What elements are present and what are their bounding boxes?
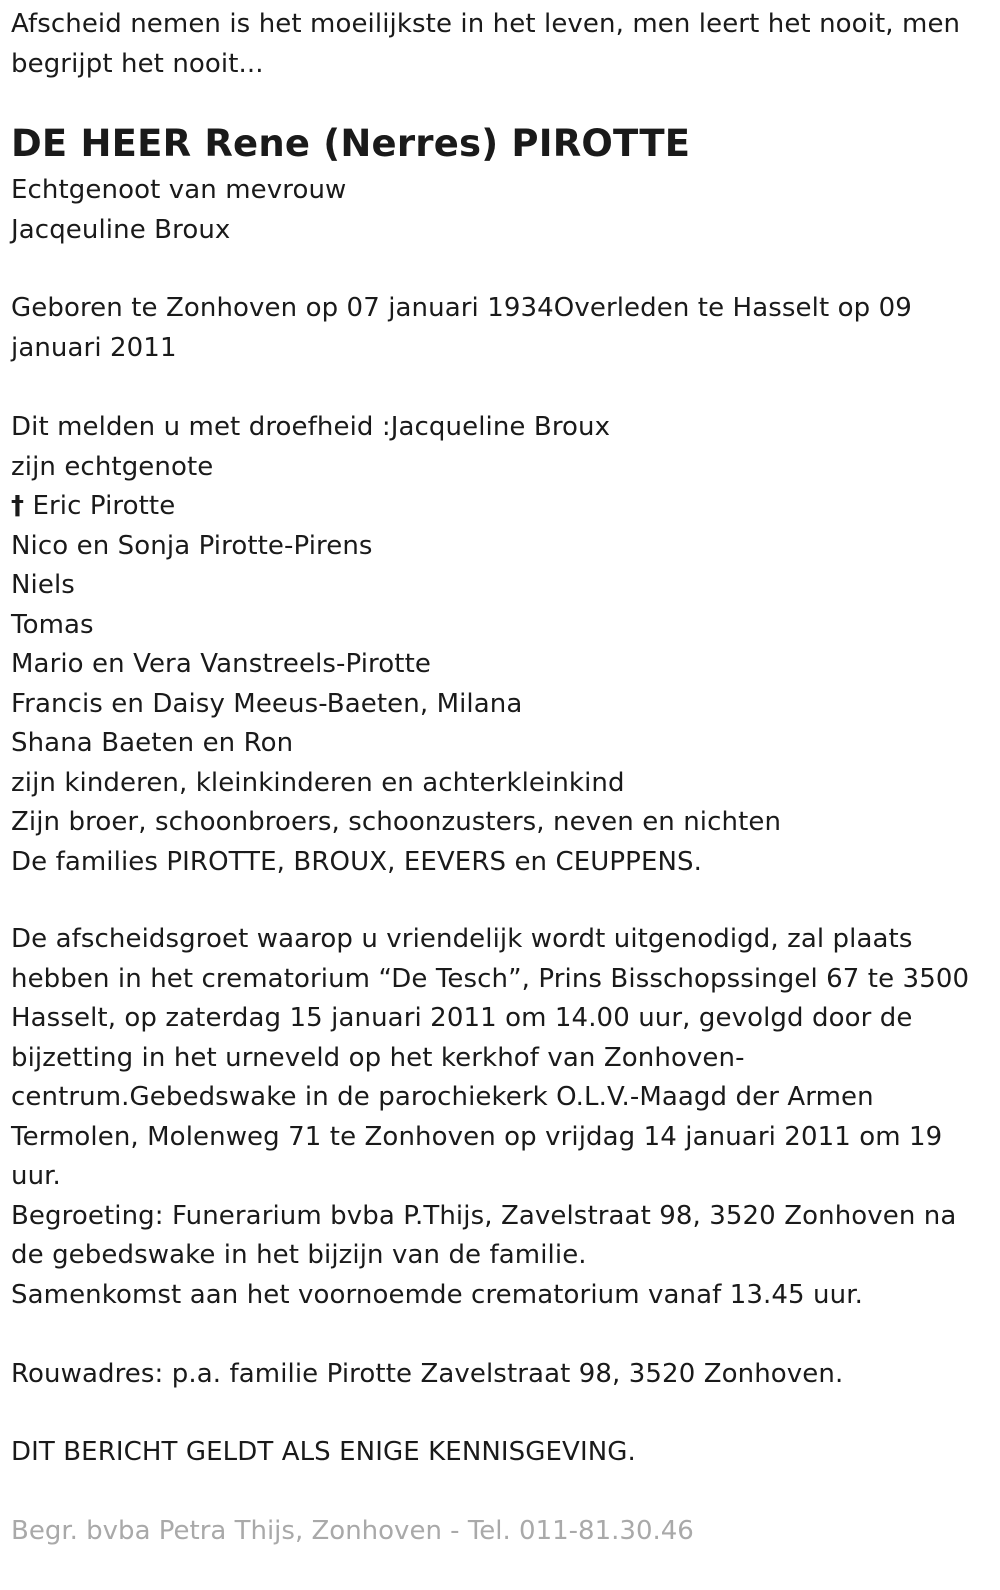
family-line: zijn echtgenote (11, 451, 214, 482)
spouse-name: Jacqeuline Broux (11, 214, 231, 245)
family-line: Shana Baeten en Ron (11, 728, 294, 758)
family-line: Niels (11, 570, 75, 600)
family-line-deceased (11, 487, 781, 527)
family-line: Zijn broer, schoonbroers, schoonzusters, neven en nichten (11, 807, 782, 837)
family-list (11, 408, 781, 882)
dates-text: Geboren te Zonhoven op 07 januari 1934Overleden te Hasselt op 09 januari 2011 (11, 293, 912, 363)
gathering-paragraph: Samenkomst aan het voornoemde crematorium vanaf 13.45 uur. (11, 1279, 863, 1310)
family-line: Dit melden u met droefheid :Jacqueline Broux (11, 412, 611, 442)
notice-text: DIT BERICHT GELDT ALS ENIGE KENNISGEVING. (11, 1437, 636, 1467)
family-line: Tomas (11, 609, 94, 640)
visitation-paragraph: Begroeting: Funerarium bvba P.Thijs, Zavelstraat 98, 3520 Zonhoven na de gebedswake in het bijzijn van de familie. (11, 1200, 957, 1270)
family-line: Mario en Vera Vanstreels-Pirotte (11, 649, 431, 679)
family-line: Francis en Daisy Meeus-Baeten, Milana (11, 688, 523, 719)
family-line: Nico en Sonja Pirotte-Pirens (11, 530, 373, 561)
deceased-name-title: DE HEER Rene (Nerres) PIROTTE (11, 122, 691, 165)
family-line: zijn kinderen, kleinkinderen en achterkleinkind (11, 767, 625, 798)
mourning-address (11, 1355, 843, 1395)
cross-icon: † (11, 491, 25, 521)
intro-quote (11, 5, 971, 84)
intro-text: Afscheid nemen is het moeilijkste in het leven, men leert het nooit, men begrijpt het nooit... (11, 9, 961, 79)
family-member-name: Eric Pirotte (32, 491, 176, 521)
address-text: Rouwadres: p.a. familie Pirotte Zavelstraat 98, 3520 Zonhoven. (11, 1359, 844, 1389)
funeral-home-footer: Begr. bvba Petra Thijs, Zonhoven - Tel. 011-81.30.46 (11, 1516, 694, 1546)
ceremony-paragraph: De afscheidsgroet waarop u vriendelijk wordt uitgenodigd, zal plaats hebben in het crematorium “De Tesch”, Prins Bisschopssingel 67 te 3500 Hasselt, op zaterdag 15 januari 2011 om 14.00 uur, gevolgd door de bijzetting in het urneveld op het kerkhof van Zonhoven-centrum.Gebedswake in de parochiekerk O.L.V.-Maagd der Armen Termolen, Molenweg 71 te Zonhoven op vrijdag 14 januari 2011 om 19 uur. (11, 924, 970, 1191)
spouse-section (11, 171, 346, 250)
official-notice (11, 1433, 636, 1473)
ceremony-details (11, 920, 971, 1315)
spouse-line: Echtgenoot van mevrouw (11, 175, 347, 205)
birth-death-dates (11, 289, 971, 368)
family-line: De families PIROTTE, BROUX, EEVERS en CEUPPENS. (11, 846, 703, 877)
